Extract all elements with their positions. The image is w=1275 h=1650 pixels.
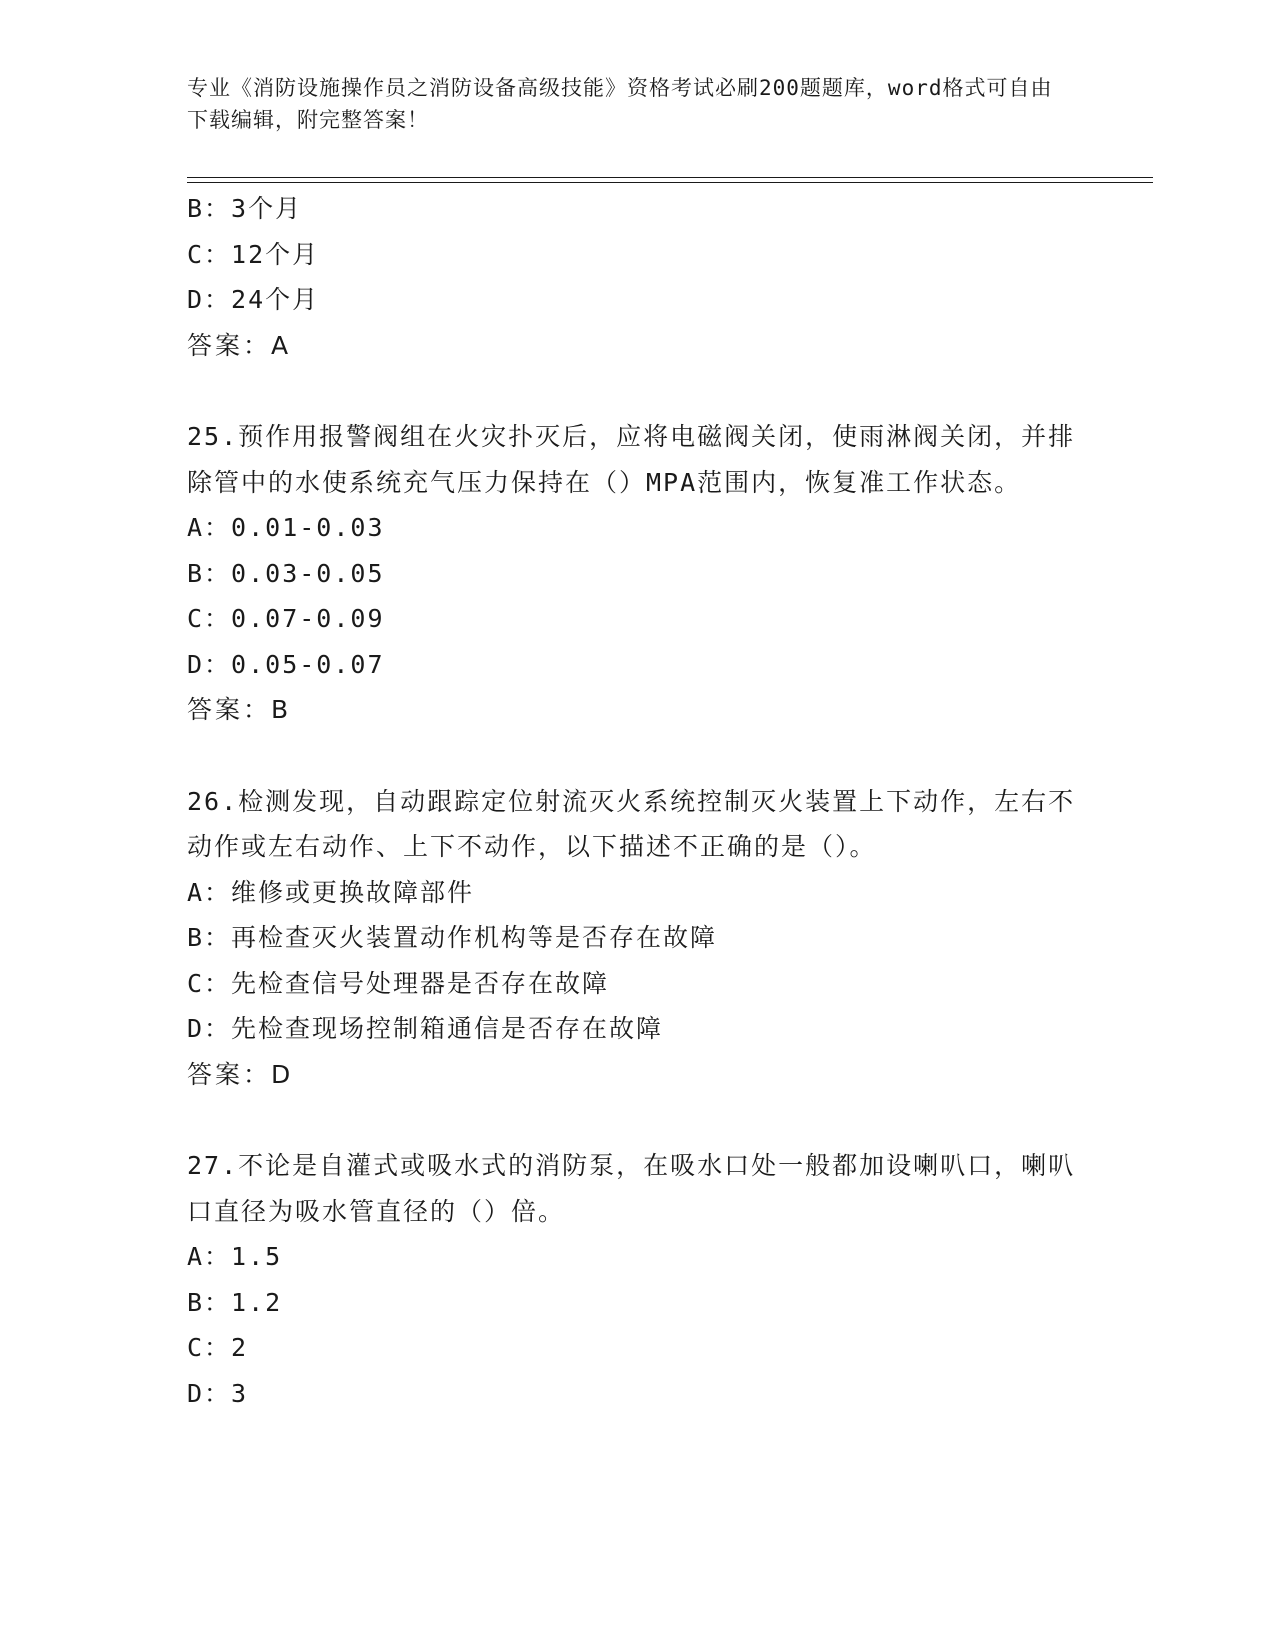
option-a: A：1.5 bbox=[187, 1242, 283, 1271]
option-b: B：再检查灭火装置动作机构等是否存在故障 bbox=[187, 923, 718, 952]
question-stem: 26.检测发现，自动跟踪定位射流灭火系统控制灭火装置上下动作，左右不动作或左右动作、上下不动作，以下描述不正确的是（）。 bbox=[187, 786, 1076, 861]
question-25 bbox=[187, 414, 1087, 733]
option-c: C：0.07-0.09 bbox=[187, 604, 385, 633]
carryover-question bbox=[187, 186, 1087, 368]
option-d: D：0.05-0.07 bbox=[187, 649, 385, 679]
question-list bbox=[187, 186, 1087, 1416]
question-stem: 27.不论是自灌式或吸水式的消防泵，在吸水口处一般都加设喇叭口，喇叭口直径为吸水管直径的（）倍。 bbox=[187, 1151, 1076, 1226]
question-26 bbox=[187, 779, 1087, 1098]
option-c: C：2 bbox=[187, 1333, 249, 1362]
header-rule-bottom bbox=[187, 182, 1153, 183]
option-b: B：1.2 bbox=[187, 1287, 283, 1317]
option-c: C：先检查信号处理器是否存在故障 bbox=[187, 968, 610, 998]
answer: 答案：D bbox=[187, 1059, 294, 1089]
option-a: A：维修或更换故障部件 bbox=[187, 877, 475, 907]
option-d: D：24个月 bbox=[187, 285, 320, 314]
header-rule-top bbox=[187, 177, 1153, 178]
option-b: B：0.03-0.05 bbox=[187, 558, 385, 588]
option-b: B：3个月 bbox=[187, 194, 303, 223]
option-c: C：12个月 bbox=[187, 239, 320, 269]
question-stem: 25.预作用报警阀组在火灾扑灭后，应将电磁阀关闭，使雨淋阀关闭，并排除管中的水使系统充气压力保持在（）MPA范围内，恢复准工作状态。 bbox=[187, 422, 1076, 497]
option-d: D：3 bbox=[187, 1378, 249, 1408]
question-27 bbox=[187, 1143, 1087, 1416]
document-header: 专业《消防设施操作员之消防设备高级技能》资格考试必刷200题题库，word格式可自由下载编辑，附完整答案！ bbox=[187, 76, 1053, 132]
option-d: D：先检查现场控制箱通信是否存在故障 bbox=[187, 1014, 664, 1043]
answer: 答案：A bbox=[187, 330, 292, 360]
option-a: A：0.01-0.03 bbox=[187, 513, 385, 542]
answer: 答案：B bbox=[187, 695, 292, 724]
